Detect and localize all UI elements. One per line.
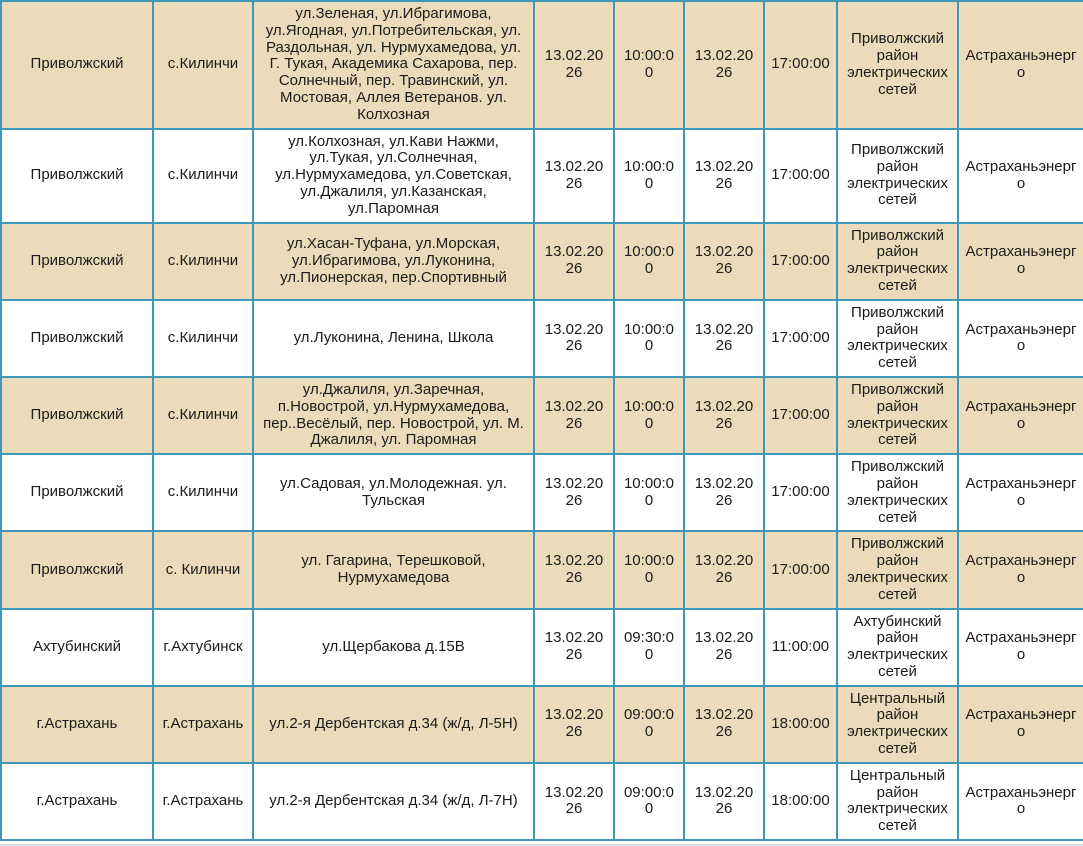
cell-power-company: Астраханьэнерго [958,531,1083,608]
cell-network-district: Ахтубинский район электрических сетей [837,609,958,686]
cell-start-time: 10:00:00 [614,1,684,129]
cell-end-time: 17:00:00 [764,129,837,223]
cell-power-company: Астраханьэнерго [958,609,1083,686]
cell-district: Приволжский [1,454,153,531]
cell-streets: ул.2-я Дербентская д.34 (ж/д, Л-5Н) [253,686,534,763]
cell-power-company: Астраханьэнерго [958,454,1083,531]
cell-start-date: 13.02.2026 [534,129,614,223]
cell-end-time: 17:00:00 [764,300,837,377]
cell-district: Приволжский [1,531,153,608]
cell-end-date: 13.02.2026 [684,300,764,377]
cell-end-time: 18:00:00 [764,763,837,840]
cell-network-district: Приволжский район электрических сетей [837,1,958,129]
cell-district: Приволжский [1,223,153,300]
cell-end-date: 13.02.2026 [684,1,764,129]
cell-start-time: 10:00:00 [614,454,684,531]
cell-streets: ул.Зеленая, ул.Ибрагимова, ул.Ягодная, ул.Потребительская, ул. Раздольная, ул. Нурмухамедова, ул. Г. Тукая, Академика Сахарова, пер. Солнечный, пер. Травинский, ул. Мостовая, Аллея Ветеранов. ул. Колхозная [253,1,534,129]
cell-end-date: 13.02.2026 [684,609,764,686]
cell-settlement: с. Килинчи [153,531,253,608]
cell-start-time: 10:00:00 [614,531,684,608]
cell-start-time: 09:30:00 [614,609,684,686]
cell-streets: ул.Садовая, ул.Молодежная. ул. Тульская [253,454,534,531]
cell-streets: ул.Луконина, Ленина, Школа [253,300,534,377]
table-row [1,377,1083,454]
cell-end-date: 13.02.2026 [684,763,764,840]
cell-settlement: г.Астрахань [153,763,253,840]
cell-start-date: 13.02.2026 [534,609,614,686]
cell-start-date: 13.02.2026 [534,454,614,531]
cell-network-district: Приволжский район электрических сетей [837,129,958,223]
cell-district: г.Астрахань [1,686,153,763]
cell-power-company: Астраханьэнерго [958,300,1083,377]
cell-settlement: с.Килинчи [153,454,253,531]
cell-settlement: г.Астрахань [153,686,253,763]
cell-start-date: 13.02.2026 [534,377,614,454]
cell-power-company: Астраханьэнерго [958,129,1083,223]
cell-network-district: Приволжский район электрических сетей [837,223,958,300]
cell-settlement: с.Килинчи [153,129,253,223]
cell-streets: ул. Гагарина, Терешковой, Нурмухамедова [253,531,534,608]
cell-network-district: Центральный район электрических сетей [837,686,958,763]
cell-streets: ул.Щербакова д.15В [253,609,534,686]
cell-district: г.Астрахань [1,763,153,840]
cell-settlement: с.Килинчи [153,377,253,454]
cell-district: Приволжский [1,1,153,129]
cell-end-date: 13.02.2026 [684,531,764,608]
cell-end-time: 18:00:00 [764,686,837,763]
cell-settlement: с.Килинчи [153,1,253,129]
cell-network-district: Приволжский район электрических сетей [837,300,958,377]
cell-start-date: 13.02.2026 [534,531,614,608]
cell-start-date: 13.02.2026 [534,1,614,129]
cell-settlement: с.Килинчи [153,223,253,300]
cell-start-time: 10:00:00 [614,223,684,300]
cell-start-time: 10:00:00 [614,300,684,377]
cell-power-company: Астраханьэнерго [958,763,1083,840]
cell-start-time: 09:00:00 [614,763,684,840]
cell-end-time: 17:00:00 [764,1,837,129]
cell-streets: ул.Хасан-Туфана, ул.Морская, ул.Ибрагимова, ул.Луконина, ул.Пионерская, пер.Спортивный [253,223,534,300]
cell-power-company: Астраханьэнерго [958,377,1083,454]
cell-end-date: 13.02.2026 [684,129,764,223]
table-row [1,1,1083,129]
cell-power-company: Астраханьэнерго [958,1,1083,129]
cell-network-district: Приволжский район электрических сетей [837,454,958,531]
cell-end-date: 13.02.2026 [684,223,764,300]
cell-network-district: Приволжский район электрических сетей [837,531,958,608]
cell-end-time: 17:00:00 [764,223,837,300]
table-row [1,300,1083,377]
cell-district: Приволжский [1,300,153,377]
table-row [1,531,1083,608]
cell-start-time: 10:00:00 [614,129,684,223]
cell-start-date: 13.02.2026 [534,763,614,840]
table-row [1,686,1083,763]
cell-district: Ахтубинский [1,609,153,686]
cell-start-date: 13.02.2026 [534,686,614,763]
cell-end-time: 17:00:00 [764,531,837,608]
cell-streets: ул.Колхозная, ул.Кави Нажми, ул.Тукая, ул.Солнечная, ул.Нурмухамедова, ул.Советская, ул.Джалиля, ул.Казанская, ул.Паромная [253,129,534,223]
cell-end-date: 13.02.2026 [684,686,764,763]
cell-end-time: 11:00:00 [764,609,837,686]
cell-settlement: г.Ахтубинск [153,609,253,686]
cell-settlement: с.Килинчи [153,300,253,377]
cell-start-date: 13.02.2026 [534,300,614,377]
cell-streets: ул.2-я Дербентская д.34 (ж/д, Л-7Н) [253,763,534,840]
cell-end-time: 17:00:00 [764,377,837,454]
cell-streets: ул.Джалиля, ул.Заречная, п.Новострой, ул.Нурмухамедова, пер..Весёлый, пер. Новострой, ул. М. Джалиля, ул. Паромная [253,377,534,454]
cell-network-district: Приволжский район электрических сетей [837,377,958,454]
cell-network-district: Центральный район электрических сетей [837,763,958,840]
cell-power-company: Астраханьэнерго [958,223,1083,300]
cell-end-time: 17:00:00 [764,454,837,531]
cell-district: Приволжский [1,377,153,454]
cell-end-date: 13.02.2026 [684,377,764,454]
table-row [1,129,1083,223]
cell-start-time: 09:00:00 [614,686,684,763]
table-row [1,223,1083,300]
table-row [1,763,1083,840]
cell-start-date: 13.02.2026 [534,223,614,300]
cell-end-date: 13.02.2026 [684,454,764,531]
table-row [1,609,1083,686]
cell-start-time: 10:00:00 [614,377,684,454]
cell-district: Приволжский [1,129,153,223]
cell-power-company: Астраханьэнерго [958,686,1083,763]
table-row [1,454,1083,531]
